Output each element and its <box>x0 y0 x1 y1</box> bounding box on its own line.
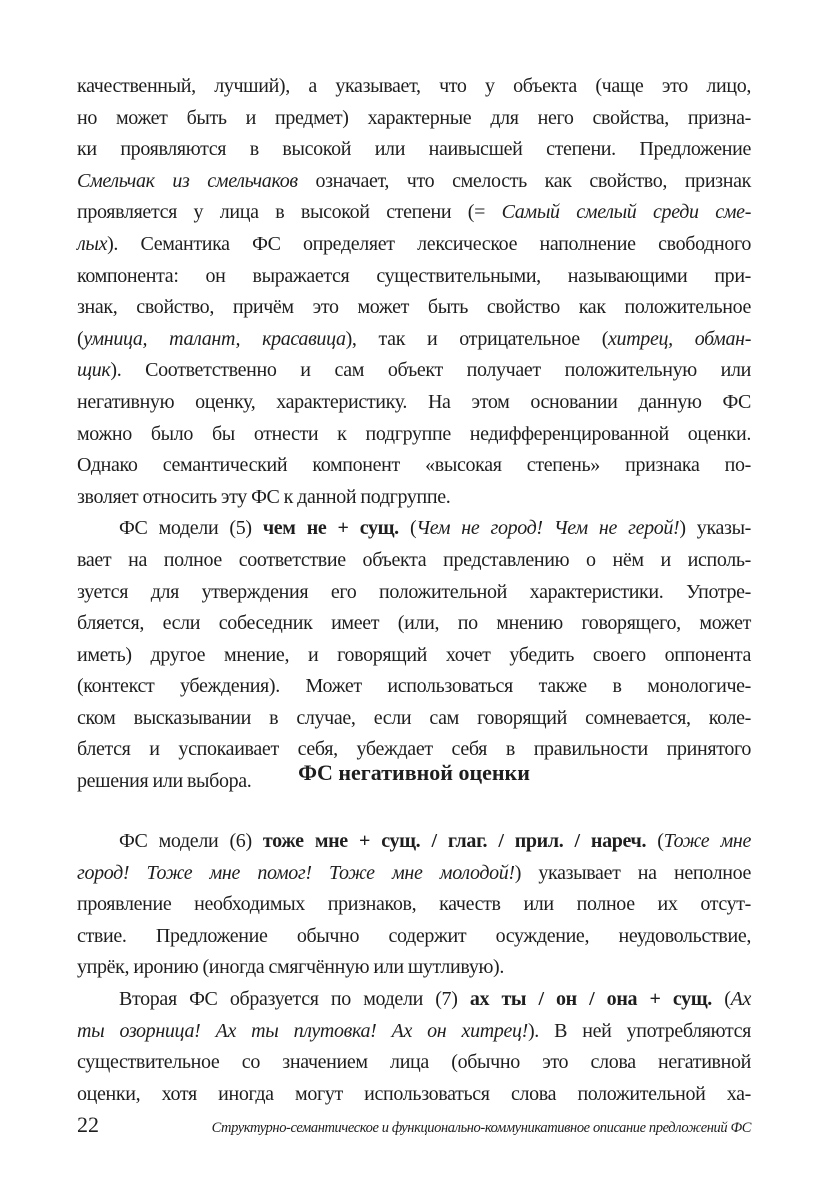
text-line <box>77 921 751 953</box>
italic-example: лых <box>77 232 108 255</box>
text-segment: ки проявляются в высокой или наивысшей степени. Предложение <box>77 138 751 161</box>
text-segment: проявление необходимых признаков, качеств или полное их отсут- <box>77 893 751 916</box>
text-segment: ( <box>398 517 417 540</box>
text-segment: существительное со значением лица (обычно это слова негативной <box>77 1051 751 1074</box>
body-text-bottom <box>77 826 751 1110</box>
text-segment: качественный, лучший), а указывает, что у объекта (чаще это лицо, <box>77 75 751 97</box>
italic-example: Ах <box>730 987 751 1010</box>
text-segment: ствие. Предложение обычно содержит осуждение, неудовольствие, <box>77 924 751 947</box>
text-segment: вает на полное соответствие объекта представлению о нём и исполь- <box>77 548 751 571</box>
text-segment: Однако семантический компонент «высокая степень» признака по- <box>77 454 751 477</box>
text-line <box>77 482 751 514</box>
text-line <box>77 324 751 356</box>
text-segment: (контекст убеждения). Может использоваться также в монологиче- <box>77 675 751 698</box>
italic-example: Тоже мне <box>663 830 751 852</box>
bold-model: ах ты / он / она + сущ. <box>469 987 712 1010</box>
bold-model: тоже мне + сущ. / глаг. / прил. / нареч. <box>262 830 647 852</box>
text-line <box>77 640 751 672</box>
text-segment: блется и успокаивает себя, убеждает себя в правильности принятого <box>77 738 751 761</box>
text-segment: проявляется у лица в высокой степени (= <box>77 201 502 224</box>
text-segment: ) указы- <box>679 517 751 540</box>
text-line <box>77 545 751 577</box>
section-heading: ФС негативной оценки <box>298 760 530 785</box>
text-segment: упрёк, иронию (иногда смягчённую или шутливую). <box>77 956 505 979</box>
text-line <box>77 671 751 703</box>
text-line <box>77 858 751 890</box>
text-segment: оценки, хотя иногда могут использоваться слова положительной ха- <box>77 1082 751 1105</box>
text-segment: компонента: он выражается существительными, называющими при- <box>77 264 751 287</box>
italic-example: Чем не город! Чем не герой! <box>416 517 680 540</box>
text-line <box>77 261 751 293</box>
text-line <box>77 826 751 858</box>
text-line <box>77 952 751 984</box>
italic-example: Самый смелый среди сме- <box>501 201 752 224</box>
text-segment: ). Соответственно и сам объект получает положительную или <box>110 359 751 382</box>
text-segment: ). Семантика ФС определяет лексическое наполнение свободного <box>107 232 751 255</box>
text-line <box>77 1079 751 1111</box>
text-segment: зволяет относить эту ФС к данной подгруппе. <box>77 485 451 508</box>
text-segment: можно было бы отнести к подгруппе недифференцированной оценки. <box>77 422 751 445</box>
text-segment: но может быть и предмет) характерные для него свойства, призна- <box>77 106 751 129</box>
text-segment: негативную оценку, характеристику. На этом основании данную ФС <box>77 390 751 413</box>
text-segment: ( <box>646 830 664 852</box>
text-segment: ФС модели (6) <box>119 830 263 852</box>
italic-example: Смельчак из смельчаков <box>77 169 298 192</box>
text-line <box>77 1016 751 1048</box>
body-text-top <box>77 71 751 798</box>
text-segment: ( <box>77 327 84 350</box>
text-line <box>77 229 751 261</box>
text-line <box>77 197 751 229</box>
text-segment: Вторая ФС образуется по модели (7) <box>119 987 470 1010</box>
text-line <box>77 984 751 1016</box>
italic-example: город! Тоже мне помог! Тоже мне молодой! <box>77 861 515 884</box>
text-segment: означает, что смелость как свойство, признак <box>297 169 751 192</box>
text-line <box>77 387 751 419</box>
text-segment: бляется, если собеседник имеет (или, по мнению говорящего, может <box>77 612 751 635</box>
text-segment: ), так и отрицательное ( <box>345 327 609 350</box>
text-segment: иметь) другое мнение, и говорящий хочет убедить своего оппонента <box>77 643 751 666</box>
running-title: Структурно-семантическое и функционально-коммуникативное описание предложений ФС <box>211 1120 751 1136</box>
page-number: 22 <box>77 1112 99 1137</box>
text-line <box>77 450 751 482</box>
text-segment: ) указывает на неполное <box>514 861 751 884</box>
text-line <box>77 577 751 609</box>
text-segment: решения или выбора. <box>77 770 252 793</box>
bold-model: чем не + сущ. <box>262 517 399 540</box>
text-line <box>77 355 751 387</box>
text-segment: знак, свойство, причём это может быть свойство как положительное <box>77 296 751 319</box>
text-line <box>77 1047 751 1079</box>
text-segment: ( <box>711 987 731 1010</box>
text-line <box>77 513 751 545</box>
text-line <box>77 134 751 166</box>
text-segment: ). В ней употребляются <box>527 1019 751 1042</box>
text-segment: зуется для утверждения его положительной характеристики. Употре- <box>77 580 751 603</box>
text-line <box>77 166 751 198</box>
italic-example: хитрец, обман- <box>608 327 751 350</box>
text-segment: ФС модели (5) <box>119 517 263 540</box>
text-line <box>77 608 751 640</box>
text-line <box>77 71 751 103</box>
italic-example: ты озорница! Ах ты плутовка! Ах он хитрец! <box>77 1019 528 1042</box>
text-line <box>77 419 751 451</box>
page-footer <box>77 1112 751 1138</box>
italic-example: щик <box>77 359 111 382</box>
text-line <box>77 103 751 135</box>
text-segment: ском высказывании в случае, если сам говорящий сомневается, коле- <box>77 706 751 729</box>
text-line <box>77 703 751 735</box>
text-line <box>77 292 751 324</box>
text-line <box>77 889 751 921</box>
italic-example: умница, талант, красавица <box>83 327 346 350</box>
